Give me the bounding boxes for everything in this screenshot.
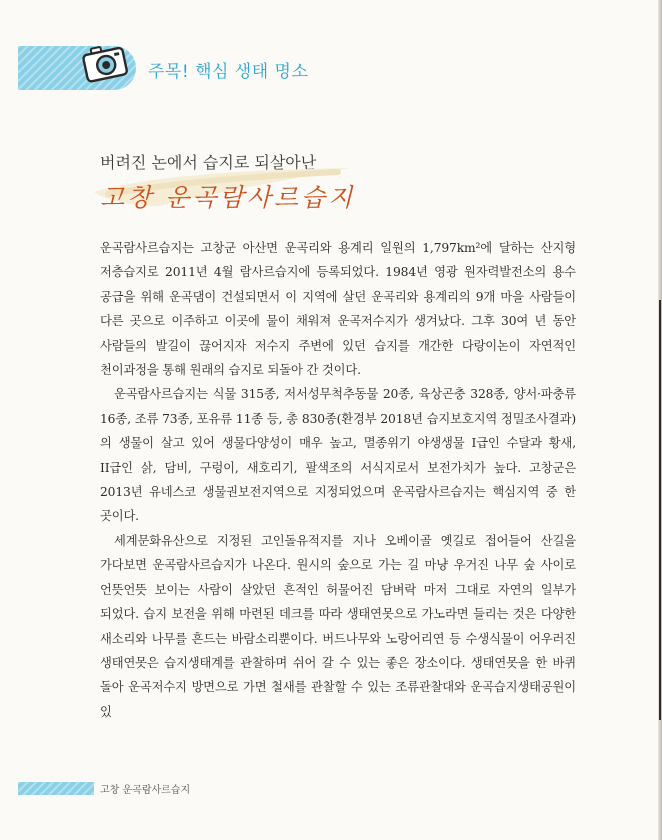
page-edge-shadow — [659, 300, 661, 720]
paragraph: 운곡람사르습지는 고창군 아산면 운곡리와 용계리 일원의 1,797km²에 달하는 산지형 저층습지로 2011년 4월 람사르습지에 등록되었다. 1984년 영광 원자력발전소의 용수 공급을 위해 운곡댐이 건설되면서 이 지역에 살던 운곡리와 용계리의 9개 마을 사람들이 다른 곳으로 이주하고 이곳에 물이 채워져 운곡저수지가 생겨났다. 그후 30여 년 동안 사람들의 발길이 끊어지자 저수지 주변에 있던 습지를 개간한 다랑이논이 자연적인 천이과정을 통해 원래의 습지로 되돌아 간 것이다. — [100, 241, 576, 378]
camera-icon — [80, 38, 132, 86]
footer-band — [18, 782, 94, 795]
paragraph: 세계문화유산으로 지정된 고인돌유적지를 지나 오베이골 옛길로 접어들어 산길을 가다보면 운곡람사르습지가 나온다. 원시의 숲으로 가는 길 마냥 우거진 나무 숲 사이로 언뜻언뜻 보이는 사람이 살았던 흔적인 허물어진 담벼락 마저 그대로 자연의 일부가 되었다. 습지 보전을 위해 마련된 데크를 따라 생태연못으로 가노라면 들리는 것은 다양한 새소리와 나무를 흔드는 바람소리뿐이다. 버드나무와 노랑어리연 등 수생식물이 어우러진 생태연못은 습지생태계를 관찰하며 쉬어 갈 수 있는 좋은 장소이다. 생태연못을 한 바퀴 돌아 운곡저수지 방면으로 가면 철새를 관찰할 수 있는 조류관찰대와 운곡습지생태공원이 있 — [100, 533, 576, 719]
footer-running-title: 고창 운곡람사르습지 — [100, 785, 191, 796]
section-title: 주목! 핵심 생태 명소 — [148, 62, 309, 82]
article-body — [100, 236, 576, 724]
page-edge — [658, 0, 662, 840]
article-title: 고창 운곡람사르습지 — [100, 183, 356, 212]
paragraph: 운곡람사르습지는 식물 315종, 저서성무척추동물 20종, 육상곤충 328종, 양서·파충류 16종, 조류 73종, 포유류 11종 등, 총 830종(환경부 2018년 습지보호지역 정밀조사결과)의 생물이 살고 있어 생물다양성이 매우 높고, 멸종위기 야생생물 I급인 수달과 황새, II급인 삵, 담비, 구렁이, 새호리기, 팔색조의 서식지로서 보전가치가 높다. 고창군은 2013년 유네스코 생물권보전지역으로 지정되었으며 운곡람사르습지는 핵심지역 중 한 곳이다. — [100, 387, 576, 524]
article-subtitle: 버려진 논에서 습지로 되살아난 — [100, 153, 317, 172]
